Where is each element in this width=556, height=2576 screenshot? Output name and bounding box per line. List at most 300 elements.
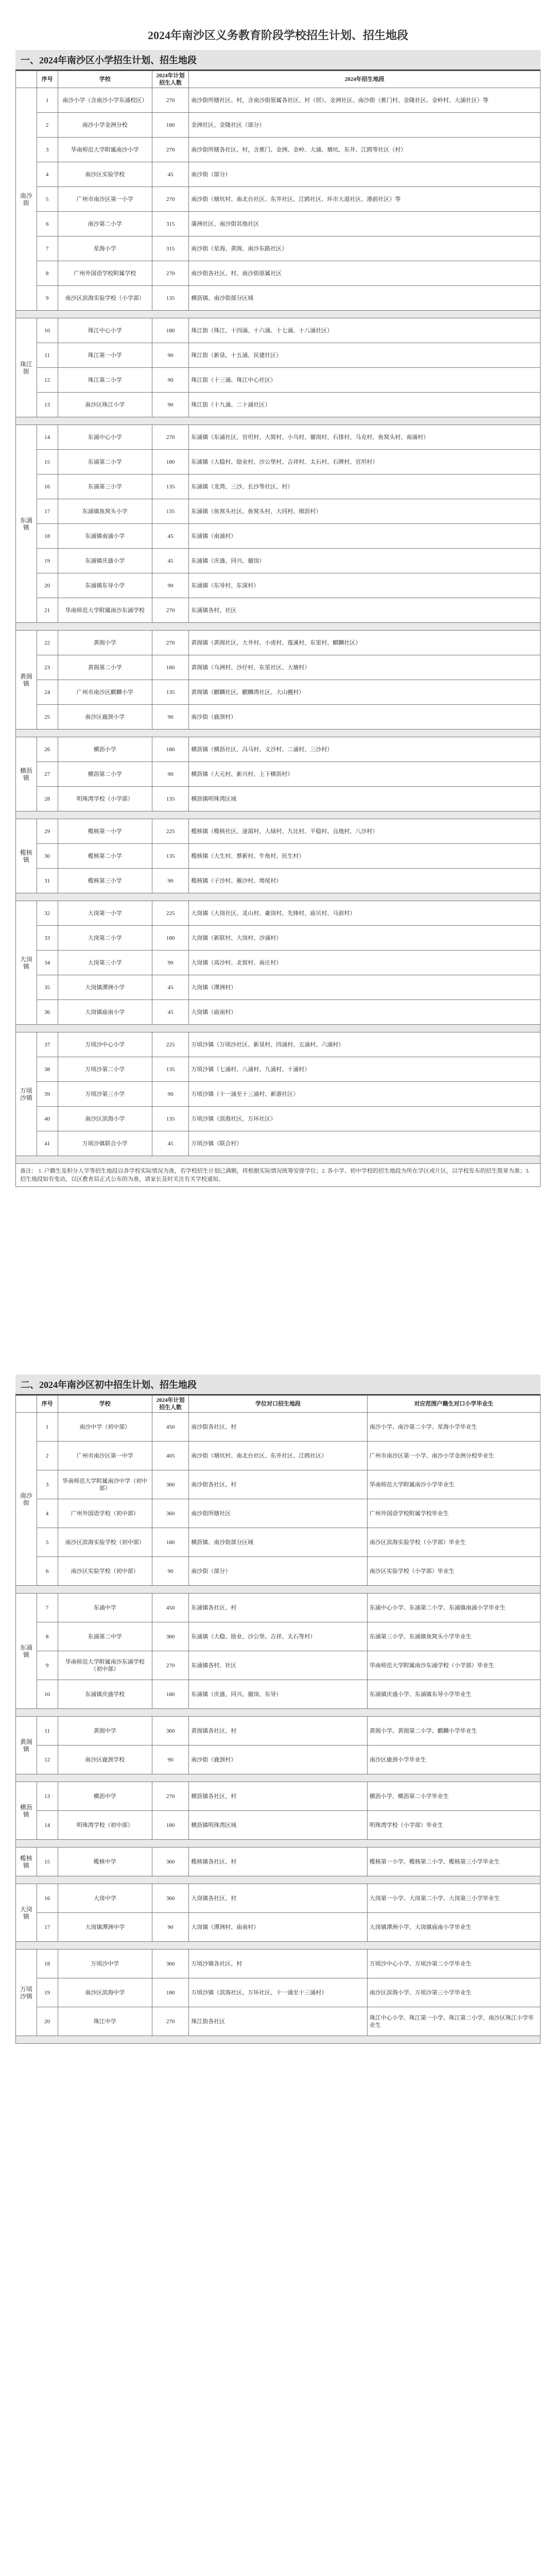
- table-cell: 36: [37, 1000, 58, 1025]
- table-cell: 珠江街（十九涌、二十涌社区）: [189, 393, 541, 417]
- table-cell: 225: [152, 1032, 188, 1057]
- table-cell: 南沙街（星海、黄阁、南沙东路社区）: [189, 236, 541, 261]
- table-cell: 360: [152, 1470, 188, 1499]
- spacer: [15, 1187, 541, 1372]
- table-cell: 135: [152, 286, 188, 311]
- separator-cell: [16, 1774, 541, 1782]
- group-separator-row: [16, 1156, 541, 1164]
- table-row: [16, 1131, 541, 1156]
- table-cell: 17: [37, 1913, 58, 1942]
- table-row: [16, 737, 541, 762]
- table-cell: 东涌镇（庆盛、同兴、骝岗）: [189, 549, 541, 573]
- table-cell: 横沥镇（大元村、新兴村、上下横沥村）: [189, 762, 541, 787]
- table-row: [16, 705, 541, 730]
- school-name-cell: 华南师范大学附属南沙小学: [58, 138, 152, 162]
- table-cell: 黄阁镇（麒麟社区、麒麟湾社区、大山乸村）: [189, 680, 541, 705]
- separator-cell: [16, 1876, 541, 1884]
- table-cell: 3: [37, 1470, 58, 1499]
- separator-cell: [16, 417, 541, 425]
- table-row: [16, 187, 541, 212]
- table-cell: 万顷沙镇（滨海社区、万环社区、十一涌至十三涌村）: [189, 1978, 367, 2007]
- table-row: [16, 1470, 541, 1499]
- table-row: [16, 162, 541, 187]
- table-cell: 35: [37, 975, 58, 1000]
- table-cell: 广州市南沙区第一小学、南沙小学金洲分校毕业生: [367, 1442, 540, 1470]
- table-body: [16, 1413, 541, 2044]
- table-row: [16, 926, 541, 951]
- table-row: [16, 1950, 541, 1978]
- table-cell: 东涌镇（东涌社区、官坦村、大简村、小乌村、骝岗村、石排村、马克村、鱼窝头村、南涌村）: [189, 425, 541, 450]
- table-cell: 450: [152, 1594, 188, 1622]
- table-cell: 13: [37, 393, 58, 417]
- school-name-cell: 珠江中学: [58, 2007, 152, 2036]
- table-cell: 万顷沙镇（十一涌至十三涌村、新港社区）: [189, 1082, 541, 1107]
- table-cell: 5: [37, 1528, 58, 1557]
- table-cell: 90: [152, 869, 188, 893]
- table-cell: 225: [152, 901, 188, 926]
- table-cell: 14: [37, 1811, 58, 1840]
- secondary-table-wrap: [15, 1395, 541, 2044]
- table-cell: 东涌中心小学、东涌第二小学、东涌镇南涌小学毕业生: [367, 1594, 540, 1622]
- table-cell: 南沙区鹿颈小学毕业生: [367, 1745, 540, 1774]
- table-cell: 20: [37, 573, 58, 598]
- table-row: [16, 1782, 541, 1811]
- table-cell: 23: [37, 655, 58, 680]
- group-separator-row: [16, 417, 541, 425]
- table-cell: 17: [37, 499, 58, 524]
- school-name-cell: 黄阁小学: [58, 631, 152, 655]
- table-cell: 珠江中心小学、珠江第一小学、珠江第二小学、南沙区珠江小学毕业生: [367, 2007, 540, 2036]
- table-cell: 南沙区滨海小学、万顷沙第三小学毕业生: [367, 1978, 540, 2007]
- table-row: [16, 631, 541, 655]
- table-cell: 大岗镇各社区、村: [189, 1884, 367, 1913]
- table-cell: 180: [152, 1528, 188, 1557]
- school-name-cell: 南沙区实验学校（初中部）: [58, 1557, 152, 1586]
- table-cell: 东涌镇各村、社区: [189, 598, 541, 623]
- table-cell: 东涌镇（龙湾、三沙、长沙等社区、村）: [189, 474, 541, 499]
- table-cell: 32: [37, 901, 58, 926]
- group-separator-row: [16, 1876, 541, 1884]
- table-cell: 225: [152, 819, 188, 844]
- school-name-cell: 榄核第一小学: [58, 819, 152, 844]
- table-cell: 东涌镇各社区、村: [189, 1594, 367, 1622]
- table-row: [16, 1594, 541, 1622]
- table-cell: 13: [37, 1782, 58, 1811]
- table-cell: 9: [37, 1651, 58, 1680]
- table-row: [16, 1528, 541, 1557]
- area-cell: 横沥镇: [16, 737, 37, 811]
- table-cell: 21: [37, 598, 58, 623]
- table-cell: 万顷沙中心小学、万顷沙第二小学毕业生: [367, 1950, 540, 1978]
- table-cell: 12: [37, 368, 58, 393]
- table-cell: 黄阁小学、黄阁第二小学、麒麟小学毕业生: [367, 1717, 540, 1745]
- table-cell: 135: [152, 680, 188, 705]
- table-cell: 黄阁镇（乌洲村、沙仔村、东里社区、大塘村）: [189, 655, 541, 680]
- table-cell: 横沥镇各社区、村: [189, 1782, 367, 1811]
- table-cell: 大岗镇（潭洲村、庙南村）: [189, 1913, 367, 1942]
- school-name-cell: 万顷沙中学: [58, 1950, 152, 1978]
- table-row: [16, 474, 541, 499]
- table-cell: 135: [152, 499, 188, 524]
- header-cell-area: [16, 71, 37, 88]
- note-label: 备注：: [20, 1168, 37, 1174]
- table-cell: 东涌镇各村、社区: [189, 1651, 367, 1680]
- table-cell: 18: [37, 1950, 58, 1978]
- header-cell: 学校: [58, 71, 152, 88]
- area-cell: 万顷沙镇: [16, 1032, 37, 1156]
- table-row: [16, 113, 541, 138]
- table-row: [16, 1000, 541, 1025]
- data-table: [15, 1395, 541, 2044]
- section-secondary-title: 二、2024年南沙区初中招生计划、招生地段: [15, 1375, 541, 1395]
- data-table: [15, 71, 541, 1164]
- table-cell: 横沥镇、南沙街部分区域: [189, 286, 541, 311]
- section-primary-title: 一、2024年南沙区小学招生计划、招生地段: [15, 50, 541, 71]
- table-cell: 40: [37, 1107, 58, 1131]
- table-row: [16, 1413, 541, 1442]
- group-separator-row: [16, 311, 541, 318]
- table-cell: 横沥镇明珠湾区域: [189, 787, 541, 811]
- table-head: [16, 71, 541, 88]
- separator-cell: [16, 730, 541, 737]
- table-row: [16, 901, 541, 926]
- table-cell: 大岗镇潭洲小学、大岗镇庙南小学毕业生: [367, 1913, 540, 1942]
- table-cell: 横沥镇（横沥社区、冯马村、义沙村、二涌村、三沙村）: [189, 737, 541, 762]
- table-cell: 12: [37, 1745, 58, 1774]
- school-name-cell: 广州外国语学校（初中部）: [58, 1499, 152, 1528]
- table-cell: 万顷沙镇（万顷沙社区、新垦村、四涌村、五涌村、六涌村）: [189, 1032, 541, 1057]
- table-row: [16, 368, 541, 393]
- table-cell: 东涌镇（鱼窝头社区、鱼窝头村、大同村、细沥村）: [189, 499, 541, 524]
- table-cell: 90: [152, 705, 188, 730]
- table-cell: 90: [152, 762, 188, 787]
- table-cell: 1: [37, 1413, 58, 1442]
- header-row: [16, 71, 541, 88]
- area-cell: 万顷沙镇: [16, 1950, 37, 2036]
- header-cell: 学位对口招生地段: [189, 1396, 367, 1413]
- area-cell: 东涌镇: [16, 425, 37, 623]
- table-row: [16, 1717, 541, 1745]
- table-cell: 180: [152, 113, 188, 138]
- school-name-cell: 大岗中学: [58, 1884, 152, 1913]
- table-cell: 华南师范大学附属南沙东涌学校（小学部）毕业生: [367, 1651, 540, 1680]
- table-cell: 榄核镇各社区、村: [189, 1848, 367, 1876]
- school-name-cell: 明珠湾学校（小学部）: [58, 787, 152, 811]
- table-cell: 15: [37, 1848, 58, 1876]
- header-cell: 对应范围户籍生对口小学毕业生: [367, 1396, 540, 1413]
- school-name-cell: 东涌镇庆盛小学: [58, 549, 152, 573]
- school-name-cell: 广州外国语学校附属学校: [58, 261, 152, 286]
- table-cell: 25: [37, 705, 58, 730]
- school-name-cell: 大岗第三小学: [58, 951, 152, 975]
- school-name-cell: 榄核第二小学: [58, 844, 152, 869]
- group-separator-row: [16, 893, 541, 901]
- table-cell: 135: [152, 844, 188, 869]
- area-cell: 东涌镇: [16, 1594, 37, 1709]
- table-row: [16, 1499, 541, 1528]
- school-name-cell: 横沥第二小学: [58, 762, 152, 787]
- table-cell: 大岗镇（庙南村）: [189, 1000, 541, 1025]
- table-cell: 180: [152, 1680, 188, 1709]
- table-row: [16, 425, 541, 450]
- table-row: [16, 318, 541, 343]
- table-cell: 2: [37, 1442, 58, 1470]
- table-cell: 180: [152, 1811, 188, 1840]
- document-title: 2024年南沙区义务教育阶段学校招生计划、招生地段: [147, 29, 408, 42]
- school-name-cell: 横沥小学: [58, 737, 152, 762]
- header-cell: 2024年计划招生人数: [152, 1396, 188, 1413]
- school-name-cell: 大岗第一小学: [58, 901, 152, 926]
- table-cell: 南沙街（鹿颈村）: [189, 1745, 367, 1774]
- table-cell: 135: [152, 787, 188, 811]
- table-cell: 270: [152, 1782, 188, 1811]
- table-cell: 南沙小学、南沙第二小学、星海小学毕业生: [367, 1413, 540, 1442]
- area-cell: 南沙街: [16, 1413, 37, 1586]
- table-cell: 珠江街各社区: [189, 2007, 367, 2036]
- table-cell: 15: [37, 450, 58, 474]
- table-cell: 大岗镇（大岗社区、灵山村、豪岗村、先锋村、庙贝村、马前村）: [189, 901, 541, 926]
- table-cell: 大岗镇（新联村、大岗村、沙涌村）: [189, 926, 541, 951]
- table-cell: 16: [37, 474, 58, 499]
- table-cell: 45: [152, 1131, 188, 1156]
- table-row: [16, 393, 541, 417]
- school-name-cell: 南沙区滨海小学: [58, 1107, 152, 1131]
- table-cell: 90: [152, 393, 188, 417]
- table-cell: 20: [37, 2007, 58, 2036]
- school-name-cell: 广州市南沙区麒麟小学: [58, 680, 152, 705]
- table-cell: 南沙街各社区、村: [189, 1470, 367, 1499]
- table-cell: 珠江街（新垦、十五涌、民建社区）: [189, 343, 541, 368]
- table-cell: 东涌镇（庆盛、同兴、骝岗、东导）: [189, 1680, 367, 1709]
- school-name-cell: 东涌镇鱼窝头小学: [58, 499, 152, 524]
- table-cell: 37: [37, 1032, 58, 1057]
- table-cell: 11: [37, 343, 58, 368]
- school-name-cell: 南沙区滨海实验学校（小学部）: [58, 286, 152, 311]
- table-row: [16, 450, 541, 474]
- table-cell: 明珠湾学校（小学部）毕业生: [367, 1811, 540, 1840]
- table-cell: 180: [152, 450, 188, 474]
- table-cell: 45: [152, 524, 188, 549]
- school-name-cell: 东涌镇南涌小学: [58, 524, 152, 549]
- separator-cell: [16, 1025, 541, 1032]
- table-cell: 东涌镇（大稳、励业、沙公堡、吉祥、太石等村）: [189, 1622, 367, 1651]
- area-cell: 大岗镇: [16, 901, 37, 1025]
- school-name-cell: 东涌第二小学: [58, 450, 152, 474]
- school-name-cell: 大岗镇潭洲小学: [58, 975, 152, 1000]
- table-row: [16, 499, 541, 524]
- school-name-cell: 珠江第一小学: [58, 343, 152, 368]
- area-cell: 珠江街: [16, 318, 37, 417]
- table-row: [16, 869, 541, 893]
- separator-cell: [16, 1709, 541, 1717]
- table-cell: 90: [152, 1557, 188, 1586]
- table-cell: 6: [37, 1557, 58, 1586]
- school-name-cell: 南沙区实验学校: [58, 162, 152, 187]
- table-cell: 360: [152, 1884, 188, 1913]
- table-row: [16, 1107, 541, 1131]
- group-separator-row: [16, 623, 541, 631]
- table-cell: 榄核镇（榄核社区、湴湄村、人绿村、九比村、平稳村、良地村、八沙村）: [189, 819, 541, 844]
- table-cell: 90: [152, 343, 188, 368]
- school-name-cell: 万顷沙第二小学: [58, 1057, 152, 1082]
- table-row: [16, 343, 541, 368]
- table-row: [16, 1442, 541, 1470]
- school-name-cell: 南沙小学（含南沙小学东涌校区）: [58, 88, 152, 113]
- table-row: [16, 524, 541, 549]
- table-cell: 5: [37, 187, 58, 212]
- school-name-cell: 南沙第二小学: [58, 212, 152, 236]
- table-cell: 东涌镇（南涌村）: [189, 524, 541, 549]
- table-cell: 180: [152, 318, 188, 343]
- area-cell: 横沥镇: [16, 1782, 37, 1840]
- separator-cell: [16, 1840, 541, 1848]
- table-cell: 270: [152, 425, 188, 450]
- primary-table-wrap: [15, 71, 541, 1164]
- table-cell: 19: [37, 549, 58, 573]
- table-cell: 22: [37, 631, 58, 655]
- header-cell-area: [16, 1396, 37, 1413]
- table-cell: 南沙街（塘坑村、南北台社区、东井社区、江鸥社区）: [189, 1442, 367, 1470]
- table-cell: 东涌镇（东导村、东深村）: [189, 573, 541, 598]
- separator-cell: [16, 623, 541, 631]
- table-row: [16, 286, 541, 311]
- header-cell: 序号: [37, 71, 58, 88]
- group-separator-row: [16, 1774, 541, 1782]
- school-name-cell: 华南师范大学附属南沙东涌学校（初中部）: [58, 1651, 152, 1680]
- table-cell: 14: [37, 425, 58, 450]
- table-cell: 南沙街各社区、村: [189, 1413, 367, 1442]
- school-name-cell: 东涌第二中学: [58, 1622, 152, 1651]
- table-row: [16, 1884, 541, 1913]
- table-cell: 万顷沙镇（滨海社区、万环社区）: [189, 1107, 541, 1131]
- table-cell: 360: [152, 1499, 188, 1528]
- table-cell: 6: [37, 212, 58, 236]
- table-cell: 27: [37, 762, 58, 787]
- table-cell: 大岗镇（高沙村、北窖村、南庄村）: [189, 951, 541, 975]
- table-row: [16, 951, 541, 975]
- table-cell: 7: [37, 236, 58, 261]
- table-cell: 29: [37, 819, 58, 844]
- table-cell: 南沙街（部分）: [189, 162, 541, 187]
- table-cell: 45: [152, 975, 188, 1000]
- table-cell: 大岗第一小学、大岗第二小学、大岗第三小学毕业生: [367, 1884, 540, 1913]
- area-cell: 榄核镇: [16, 819, 37, 893]
- table-cell: 南沙街（部分）: [189, 1557, 367, 1586]
- table-row: [16, 1680, 541, 1709]
- header-row: [16, 1396, 541, 1413]
- table-head: [16, 1396, 541, 1413]
- table-cell: 1: [37, 88, 58, 113]
- school-name-cell: 东涌镇东导小学: [58, 573, 152, 598]
- school-name-cell: 南沙区鹿颈学校: [58, 1745, 152, 1774]
- table-cell: 4: [37, 162, 58, 187]
- separator-cell: [16, 1156, 541, 1164]
- table-row: [16, 1745, 541, 1774]
- table-cell: 蒲洲社区、南沙街其他社区: [189, 212, 541, 236]
- school-name-cell: 东涌第三小学: [58, 474, 152, 499]
- school-name-cell: 南沙区滨海中学: [58, 1978, 152, 2007]
- table-row: [16, 1557, 541, 1586]
- school-name-cell: 南沙中学（初中部）: [58, 1413, 152, 1442]
- table-row: [16, 975, 541, 1000]
- group-separator-row: [16, 1586, 541, 1594]
- table-cell: 11: [37, 1717, 58, 1745]
- table-cell: 金洲社区、金隆社区（部分）: [189, 113, 541, 138]
- table-cell: 南沙区实验学校（小学部）毕业生: [367, 1557, 540, 1586]
- table-row: [16, 655, 541, 680]
- school-name-cell: 广州市南沙区第一中学: [58, 1442, 152, 1470]
- table-row: [16, 573, 541, 598]
- separator-cell: [16, 2036, 541, 2044]
- school-name-cell: 大岗镇庙南小学: [58, 1000, 152, 1025]
- table-cell: 405: [152, 1442, 188, 1470]
- table-row: [16, 787, 541, 811]
- table-cell: 19: [37, 1978, 58, 2007]
- group-separator-row: [16, 811, 541, 819]
- table-cell: 东涌镇庆盛小学、东涌镇东导小学毕业生: [367, 1680, 540, 1709]
- table-cell: 90: [152, 1913, 188, 1942]
- primary-note: [15, 1164, 541, 1187]
- table-cell: 榄核镇（大生村、蔡新村、牛角村、民生村）: [189, 844, 541, 869]
- table-cell: 270: [152, 138, 188, 162]
- area-cell: 黄阁镇: [16, 631, 37, 730]
- separator-cell: [16, 1942, 541, 1950]
- table-cell: 34: [37, 951, 58, 975]
- table-cell: 4: [37, 1499, 58, 1528]
- school-name-cell: 黄阁第二小学: [58, 655, 152, 680]
- table-row: [16, 236, 541, 261]
- table-cell: 26: [37, 737, 58, 762]
- table-cell: 180: [152, 926, 188, 951]
- table-cell: 360: [152, 1622, 188, 1651]
- area-cell: 榄核镇: [16, 1848, 37, 1876]
- table-cell: 2: [37, 113, 58, 138]
- table-cell: 270: [152, 1651, 188, 1680]
- school-name-cell: 南沙区珠江小学: [58, 393, 152, 417]
- school-name-cell: 南沙小学金洲分校: [58, 113, 152, 138]
- table-cell: 9: [37, 286, 58, 311]
- area-cell: 大岗镇: [16, 1884, 37, 1942]
- table-cell: 大岗镇（潭洲村）: [189, 975, 541, 1000]
- table-cell: 270: [152, 631, 188, 655]
- group-separator-row: [16, 1840, 541, 1848]
- table-cell: 45: [152, 549, 188, 573]
- school-name-cell: 大岗第二小学: [58, 926, 152, 951]
- table-cell: 南沙街所辖社区、村，含南沙街原属各社区、村（居）、金洲社区、南沙街（蕉门村、金隆社区、金岭村、大涌社区）等: [189, 88, 541, 113]
- school-name-cell: 榄核第三小学: [58, 869, 152, 893]
- table-row: [16, 1651, 541, 1680]
- school-name-cell: 黄阁中学: [58, 1717, 152, 1745]
- table-cell: 45: [152, 162, 188, 187]
- table-cell: 270: [152, 261, 188, 286]
- table-row: [16, 680, 541, 705]
- table-cell: 珠江街（珠江、十四涌、十六涌、十七涌、十八涌社区）: [189, 318, 541, 343]
- table-cell: 31: [37, 869, 58, 893]
- table-row: [16, 1057, 541, 1082]
- table-cell: 万顷沙镇各社区、村: [189, 1950, 367, 1978]
- table-cell: 315: [152, 236, 188, 261]
- table-cell: 广州外国语学校附属学校毕业生: [367, 1499, 540, 1528]
- table-cell: 珠江街（十三涌、珠江中心社区）: [189, 368, 541, 393]
- table-cell: 南沙区滨海实验学校（小学部）毕业生: [367, 1528, 540, 1557]
- group-separator-row: [16, 1025, 541, 1032]
- table-cell: 135: [152, 474, 188, 499]
- table-cell: 90: [152, 1745, 188, 1774]
- document-page: [15, 21, 541, 2044]
- table-cell: 33: [37, 926, 58, 951]
- table-row: [16, 1848, 541, 1876]
- area-cell: 黄阁镇: [16, 1717, 37, 1774]
